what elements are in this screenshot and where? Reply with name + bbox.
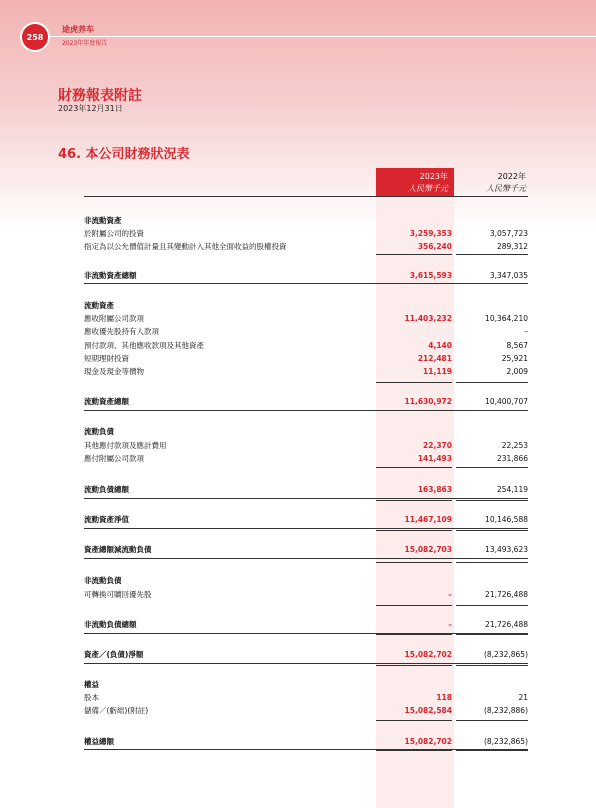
row-label: 非流動負債總額	[84, 620, 137, 629]
total-row	[84, 736, 528, 748]
table-row	[84, 589, 528, 601]
section-heading-row	[84, 426, 528, 438]
column-rule-2023	[376, 382, 452, 383]
value-2022: 25,921	[501, 354, 528, 363]
row-divider	[84, 558, 528, 559]
value-2023: 15,082,702	[404, 737, 452, 746]
value-2022: 13,493,623	[485, 545, 528, 554]
value-2023: –	[448, 590, 452, 599]
column-rule-2023	[376, 665, 452, 666]
value-2023: 3,615,593	[409, 271, 452, 280]
value-2022: 10,146,588	[485, 515, 528, 524]
column-rule-2022	[456, 605, 528, 606]
table-row	[84, 705, 528, 717]
value-2023: 3,259,353	[409, 229, 452, 238]
value-2023: 15,082,584	[404, 706, 452, 715]
column-rule-2022	[456, 500, 528, 501]
column-rule-2022	[456, 254, 528, 255]
column-rule-2023	[376, 500, 452, 501]
value-2022: 21	[518, 693, 528, 702]
column-rule-2023	[376, 562, 452, 563]
row-label: 資產總額減流動負債	[84, 545, 152, 554]
total-row	[84, 619, 528, 631]
column-rule-2023	[376, 254, 452, 255]
column-rule-2023	[376, 530, 452, 531]
value-2023: 11,403,232	[404, 314, 452, 323]
column-year-2023: 2023年	[419, 172, 448, 181]
row-label: 儲備／(虧絀)(附註)	[84, 706, 149, 715]
column-rule-2023	[376, 720, 452, 721]
column-rule-2023	[376, 750, 452, 751]
column-rule-2023	[376, 634, 452, 635]
value-2022: 3,057,723	[489, 229, 528, 238]
row-label: 應收附屬公司款項	[84, 314, 144, 323]
row-label: 其他應付款項及應計費用	[84, 441, 167, 450]
column-rule-2022	[456, 467, 528, 468]
value-2022: 21,726,488	[485, 620, 528, 629]
value-2023: –	[448, 620, 452, 629]
total-row	[84, 544, 528, 556]
header-divider	[48, 36, 596, 37]
column-unit-2023: 人民幣千元	[408, 184, 448, 193]
section-heading-row	[84, 215, 528, 227]
table-row	[84, 366, 528, 378]
value-2023: 22,370	[423, 441, 452, 450]
value-2022: (8,232,865)	[483, 737, 528, 746]
row-label: 於附屬公司的投資	[84, 229, 144, 238]
value-2022: (8,232,886)	[483, 706, 528, 715]
statement-date: 2023年12月31日	[58, 104, 123, 113]
total-row	[84, 270, 528, 282]
row-divider	[84, 410, 528, 411]
row-label: 股本	[84, 693, 99, 702]
row-label: 短期理財投資	[84, 354, 129, 363]
row-divider	[84, 528, 528, 529]
column-rule-2023	[376, 605, 452, 606]
section-title: 46. 本公司財務狀況表	[58, 147, 190, 162]
column-rule-2022	[456, 750, 528, 751]
row-label: 可轉換可贖回優先股	[84, 590, 152, 599]
row-label: 應付附屬公司款項	[84, 454, 144, 463]
column-rule-2022	[456, 720, 528, 721]
row-label: 非流動資產	[84, 216, 122, 225]
table-row	[84, 440, 528, 452]
table-row	[84, 326, 528, 338]
table-row	[84, 313, 528, 325]
row-label: 預付款項、其他應收款項及其他資產	[84, 341, 204, 350]
table-row	[84, 353, 528, 365]
row-divider	[84, 749, 528, 750]
value-2022: 21,726,488	[485, 590, 528, 599]
value-2022: 22,253	[501, 441, 528, 450]
total-row	[84, 514, 528, 526]
row-label: 指定為以公允價值計量且其變動計入其他全面收益的股權投資	[84, 242, 287, 251]
column-rule-2022	[456, 665, 528, 666]
value-2022: 254,119	[496, 485, 528, 494]
value-2022: 289,312	[496, 242, 528, 251]
row-divider	[84, 663, 528, 664]
row-label: 應收優先股持有人款項	[84, 327, 159, 336]
row-label: 權益總額	[84, 737, 114, 746]
table-row	[84, 241, 528, 253]
page-number-badge: 258	[22, 24, 48, 50]
value-2023: 11,119	[423, 367, 452, 376]
value-2022: 8,567	[506, 341, 528, 350]
row-label: 資產／(負債)淨額	[84, 650, 144, 659]
row-label: 流動資產淨值	[84, 515, 129, 524]
table-row	[84, 340, 528, 352]
column-rule-2023	[376, 467, 452, 468]
value-2022: (8,232,865)	[483, 650, 528, 659]
column-year-2022: 2022年	[497, 172, 526, 181]
section-heading-row	[84, 679, 528, 691]
value-2023: 4,140	[428, 341, 452, 350]
value-2022: 10,400,707	[485, 397, 528, 406]
table-top-rule	[84, 196, 528, 197]
table-row	[84, 228, 528, 240]
value-2022: –	[524, 327, 528, 336]
value-2022: 231,866	[496, 454, 528, 463]
row-label: 非流動資產總額	[84, 271, 137, 280]
page-title: 財務報表附註	[58, 88, 142, 104]
table-row	[84, 453, 528, 465]
row-label: 流動資產總額	[84, 397, 129, 406]
value-2023: 356,240	[417, 242, 452, 251]
column-header-2023	[376, 168, 454, 196]
value-2022: 10,364,210	[485, 314, 528, 323]
value-2023: 118	[436, 693, 452, 702]
row-label: 流動負債	[84, 427, 114, 436]
row-divider	[84, 283, 528, 284]
value-2022: 2,009	[506, 367, 528, 376]
column-rule-2022	[456, 382, 528, 383]
value-2023: 11,630,972	[404, 397, 452, 406]
company-name: 途虎养车	[62, 25, 94, 34]
total-row	[84, 649, 528, 661]
total-row	[84, 484, 528, 496]
row-label: 非流動負債	[84, 576, 122, 585]
row-label: 現金及現金等價物	[84, 367, 144, 376]
column-rule-2022	[456, 530, 528, 531]
total-row	[84, 396, 528, 408]
value-2022: 3,347,035	[489, 271, 528, 280]
row-label: 流動資產	[84, 301, 114, 310]
row-label: 權益	[84, 680, 99, 689]
value-2023: 15,082,703	[404, 545, 452, 554]
column-unit-2022: 人民幣千元	[486, 184, 526, 193]
column-rule-2022	[456, 634, 528, 635]
row-divider	[84, 498, 528, 499]
value-2023: 163,863	[417, 485, 452, 494]
value-2023: 212,481	[417, 354, 452, 363]
table-row	[84, 692, 528, 704]
row-label: 流動負債總額	[84, 485, 129, 494]
value-2023: 15,082,702	[404, 650, 452, 659]
column-header-2022	[456, 168, 528, 196]
value-2023: 141,493	[417, 454, 452, 463]
row-divider	[84, 633, 528, 634]
report-name: 2023年年度報告	[62, 40, 108, 47]
column-rule-2022	[456, 562, 528, 563]
section-heading-row	[84, 300, 528, 312]
value-2023: 11,467,109	[404, 515, 452, 524]
section-heading-row	[84, 575, 528, 587]
